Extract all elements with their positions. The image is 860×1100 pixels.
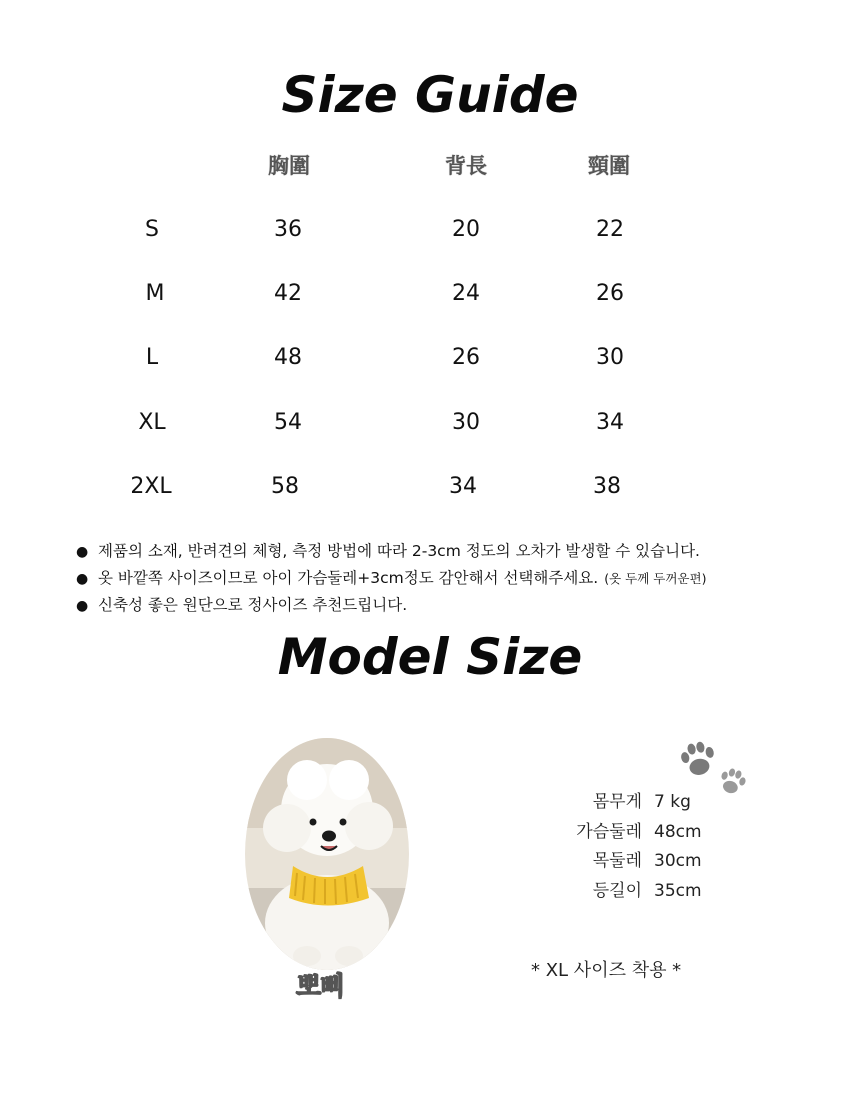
measurement-value: 7 kg — [654, 792, 691, 812]
model-dog-photo — [245, 738, 409, 970]
paw-print-icon — [678, 740, 718, 780]
measurement-row — [548, 818, 702, 848]
measurement-value: 35cm — [654, 880, 702, 901]
chest-value: 48 — [274, 345, 302, 370]
measurement-label: 몸무게 — [592, 792, 642, 812]
model-measurements — [548, 788, 702, 906]
neck-value: 26 — [596, 281, 624, 306]
measurement-row — [548, 847, 702, 877]
chest-value: 58 — [271, 474, 299, 499]
chest-value: 36 — [274, 217, 302, 242]
bullet-icon: ● — [76, 571, 89, 587]
measurement-row — [548, 877, 702, 907]
note-text: 신축성 좋은 원단으로 정사이즈 추천드립니다. — [98, 596, 408, 614]
back-value: 34 — [449, 474, 477, 499]
model-dog-name: 뽀삐 — [296, 972, 345, 1002]
chest-value: 54 — [274, 410, 302, 435]
model-size-title: Model Size — [277, 628, 583, 686]
neck-value: 22 — [596, 217, 624, 242]
back-value: 26 — [452, 345, 480, 370]
size-label: S — [145, 217, 159, 242]
back-value: 24 — [452, 281, 480, 306]
note-item — [76, 538, 706, 565]
measurement-value: 30cm — [654, 851, 702, 871]
measurement-label: 목둘레 — [592, 851, 642, 871]
wearing-size-note: * XL 사이즈 착용 * — [531, 960, 682, 981]
bullet-icon: ● — [76, 598, 89, 614]
size-guide-title: Size Guide — [281, 66, 579, 124]
note-item — [76, 565, 706, 592]
note-small-text: (옷 두께 두꺼운편) — [604, 571, 707, 586]
size-label: M — [145, 281, 165, 306]
column-header-chest: 胸圍 — [268, 154, 310, 178]
back-value: 20 — [452, 217, 480, 242]
neck-value: 30 — [596, 345, 624, 370]
column-header-back-length: 背長 — [445, 154, 487, 178]
neck-value: 38 — [593, 474, 621, 499]
measurement-label: 가슴둘레 — [576, 821, 642, 842]
neck-value: 34 — [596, 410, 624, 435]
measurement-value: 48cm — [654, 821, 702, 842]
paw-print-small-icon — [717, 767, 747, 797]
size-label: 2XL — [130, 474, 172, 499]
back-value: 30 — [452, 410, 480, 435]
size-notes — [76, 538, 706, 619]
size-label: L — [145, 345, 159, 370]
size-label: XL — [138, 410, 166, 435]
column-header-neck: 頸圍 — [588, 154, 630, 178]
chest-value: 42 — [274, 281, 302, 306]
measurement-label: 등길이 — [592, 880, 642, 901]
measurement-row — [548, 788, 702, 818]
dog-illustration — [245, 738, 409, 970]
note-text: 제품의 소재, 반려견의 체형, 측정 방법에 따라 2-3cm 정도의 오차가 발생할 수 있습니다. — [98, 542, 700, 560]
bullet-icon: ● — [76, 544, 89, 560]
note-item — [76, 592, 706, 619]
note-text: 옷 바깥쪽 사이즈이므로 아이 가슴둘레+3cm정도 감안해서 선택해주세요. — [98, 569, 599, 587]
